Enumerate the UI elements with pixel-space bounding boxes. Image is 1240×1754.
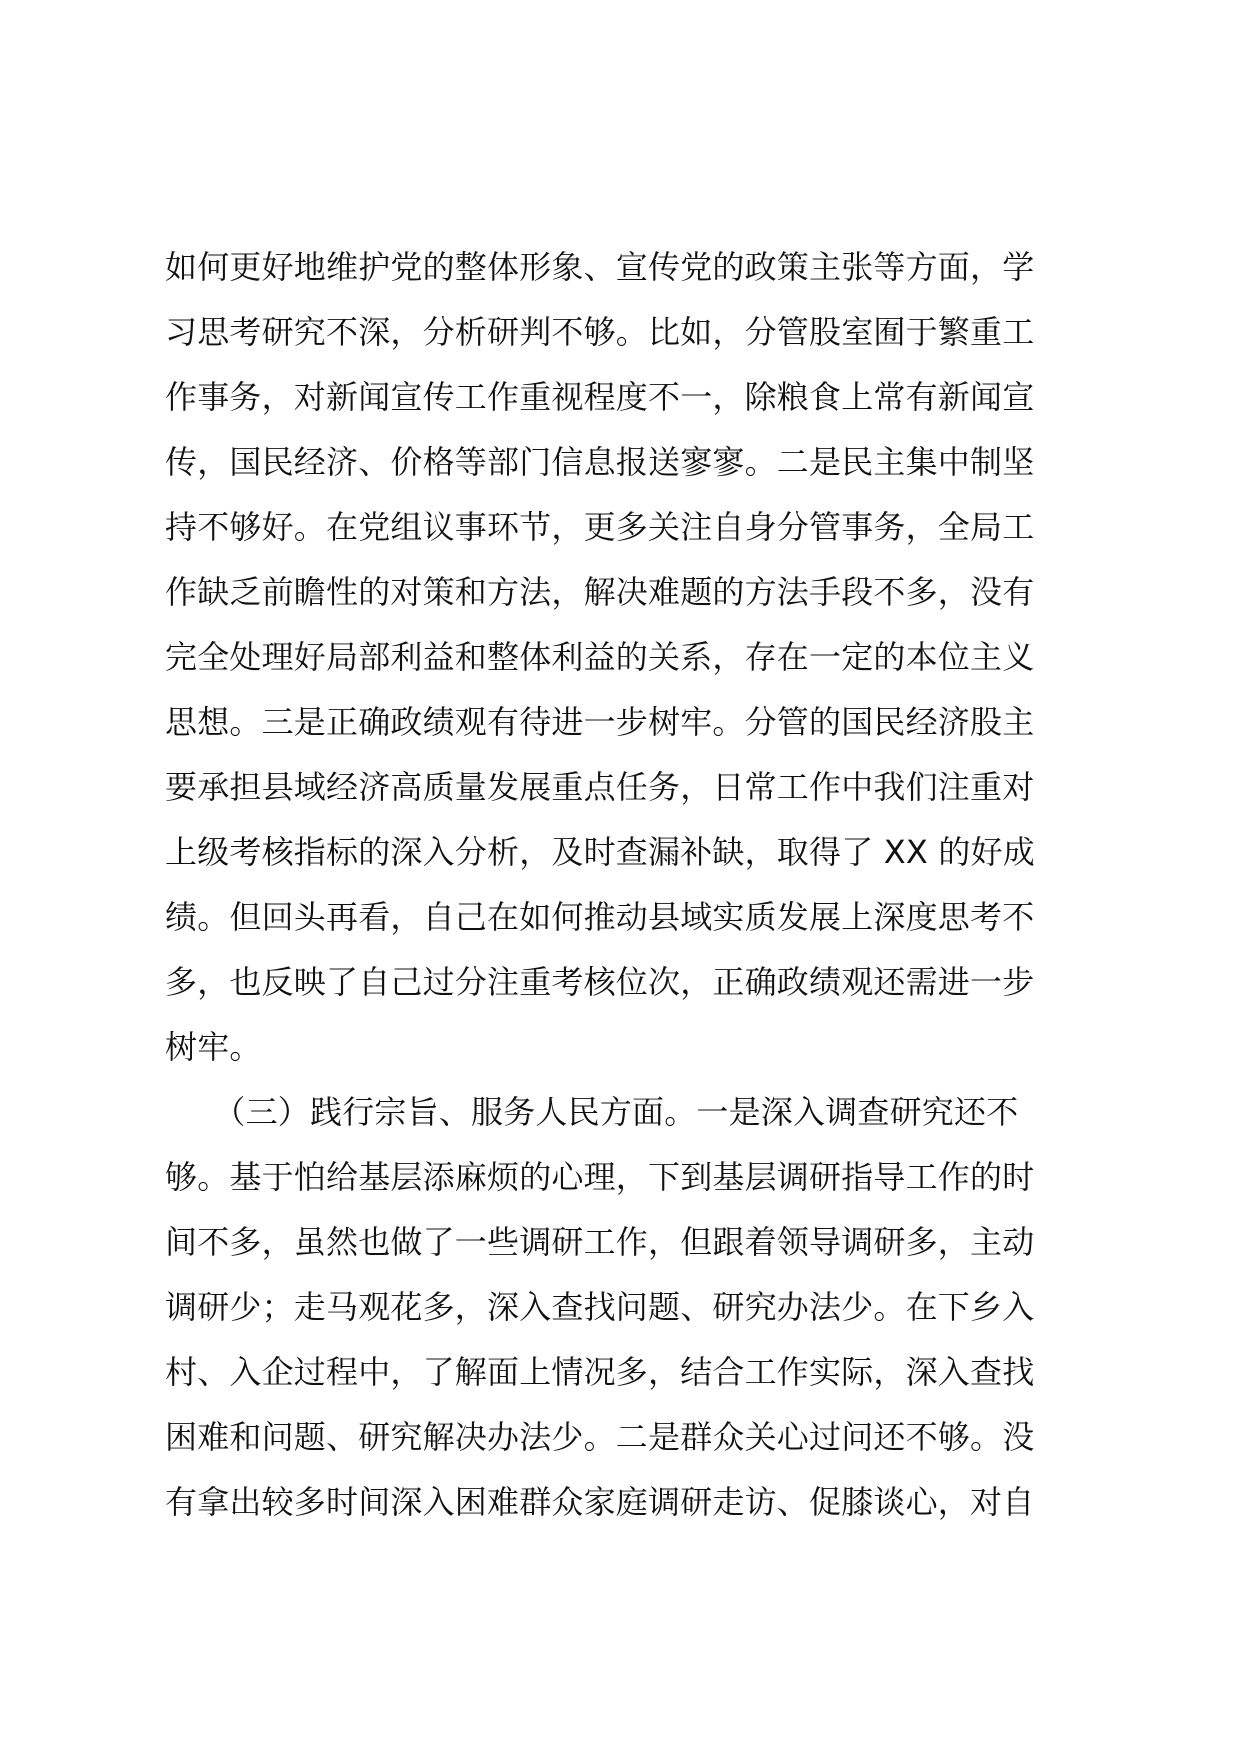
text-line: 思想。三是正确政绩观有待进一步树牢。分管的国民经济股主 xyxy=(165,703,1035,741)
text-line: 调研少；走马观花多，深入查找问题、研究办法少。在下乡入 xyxy=(165,1288,1035,1326)
text-line: 如何更好地维护党的整体形象、宣传党的政策主张等方面，学 xyxy=(165,248,1035,286)
text-line: 困难和问题、研究解决办法少。二是群众关心过问还不够。没 xyxy=(165,1418,1035,1456)
text-line: 够。基于怕给基层添麻烦的心理，下到基层调研指导工作的时 xyxy=(165,1158,1035,1196)
text-line: 有拿出较多时间深入困难群众家庭调研走访、促膝谈心，对自 xyxy=(165,1483,1035,1521)
text-line: 上级考核指标的深入分析，及时查漏补缺，取得了 XX 的好成 xyxy=(165,833,1035,871)
text-line: 完全处理好局部利益和整体利益的关系，存在一定的本位主义 xyxy=(165,638,1035,676)
text-line: 多，也反映了自己过分注重考核位次，正确政绩观还需进一步 xyxy=(165,963,1035,1001)
body-text xyxy=(165,235,1085,1535)
text-line: 持不够好。在党组议事环节，更多关注自身分管事务，全局工 xyxy=(165,508,1035,546)
text-line: 作缺乏前瞻性的对策和方法，解决难题的方法手段不多，没有 xyxy=(165,573,1035,611)
text-line: 村、入企过程中，了解面上情况多，结合工作实际，深入查找 xyxy=(165,1353,1035,1391)
text-line: 树牢。 xyxy=(165,1028,262,1066)
text-line: 要承担县域经济高质量发展重点任务，日常工作中我们注重对 xyxy=(165,768,1035,806)
section-heading-line: （三）践行宗旨、服务人民方面。一是深入调查研究还不 xyxy=(165,1093,1019,1131)
text-line: 绩。但回头再看，自己在如何推动县域实质发展上深度思考不 xyxy=(165,898,1035,936)
text-line: 作事务，对新闻宣传工作重视程度不一，除粮食上常有新闻宣 xyxy=(165,378,1035,416)
text-line: 间不多，虽然也做了一些调研工作，但跟着领导调研多，主动 xyxy=(165,1223,1035,1261)
text-line: 习思考研究不深，分析研判不够。比如，分管股室囿于繁重工 xyxy=(165,313,1035,351)
text-line: 传，国民经济、价格等部门信息报送寥寥。二是民主集中制坚 xyxy=(165,443,1035,481)
